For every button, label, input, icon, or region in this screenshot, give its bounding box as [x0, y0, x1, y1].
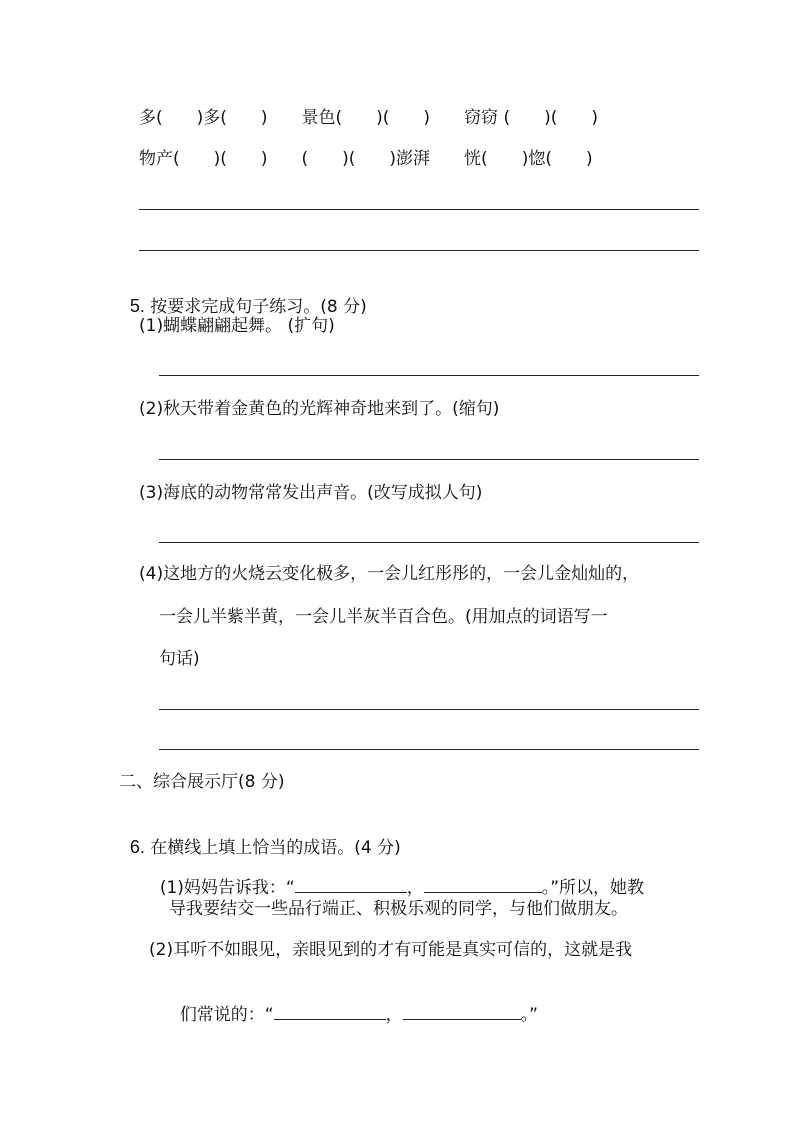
q5-item-4-line-2: 一会儿半紫半黄，一会儿半灰半百合色。(用加点的词语写一 — [159, 607, 608, 627]
q5-item-1: (1)蝴蝶翩翩起舞。 (扩句) — [139, 316, 335, 336]
q6-item-2-suffix: 。” — [520, 1005, 538, 1025]
word-fill-row-2: 物产( )( ) ( )( )澎湃 恍( )惚( ) — [139, 149, 593, 169]
answer-line[interactable] — [139, 209, 699, 210]
answer-line[interactable] — [159, 709, 699, 710]
q6-item-1-prefix: (1)妈妈告诉我：“ — [159, 878, 295, 898]
question-6-title — [119, 814, 401, 859]
q6-item-2-line-1: (2)耳听不如眼见，亲眼见到的才有可能是真实可信的，这就是我 — [149, 940, 633, 960]
word-fill-row-1: 多( )多( ) 景色( )( ) 窃窃 ( )( ) — [139, 108, 598, 128]
q6-item-1-line-1 — [149, 855, 644, 899]
answer-line[interactable] — [159, 749, 699, 750]
question-text: 按要求完成句子练习。(8 分) — [150, 297, 367, 317]
question-text: 在横线上填上恰当的成语。(4 分) — [150, 838, 401, 858]
question-number: 6. — [129, 837, 145, 857]
q5-item-2: (2)秋天带着金黄色的光辉神奇地来到了。(缩句) — [139, 399, 500, 419]
q6-item-2-line-2 — [169, 982, 538, 1026]
q6-item-2-prefix: 们常说的：“ — [179, 1005, 274, 1025]
idiom-blank[interactable] — [403, 1004, 521, 1020]
q6-item-1-suffix: 。”所以，她教 — [541, 878, 645, 898]
q6-comma: ， — [406, 878, 424, 898]
question-number: 5. — [129, 296, 145, 316]
idiom-blank[interactable] — [295, 877, 407, 893]
question-5-title — [119, 273, 367, 318]
q5-item-4-line-1: (4)这地方的火烧云变化极多，一会儿红彤彤的，一会儿金灿灿的， — [139, 564, 640, 584]
answer-line[interactable] — [159, 375, 699, 376]
section-2-title: 二、综合展示厅(8 分) — [119, 772, 285, 792]
q5-item-4-line-3: 句话) — [159, 649, 200, 669]
q5-item-3: (3)海底的动物常常发出声音。(改写成拟人句) — [139, 483, 483, 503]
q6-comma: ， — [385, 1005, 403, 1025]
answer-line[interactable] — [139, 250, 699, 251]
q6-item-1-line-2: 导我要结交一些品行端正、积极乐观的同学，与他们做朋友。 — [169, 899, 628, 919]
idiom-blank[interactable] — [274, 1004, 386, 1020]
idiom-blank[interactable] — [424, 877, 542, 893]
answer-line[interactable] — [159, 459, 699, 460]
answer-line[interactable] — [159, 542, 699, 543]
